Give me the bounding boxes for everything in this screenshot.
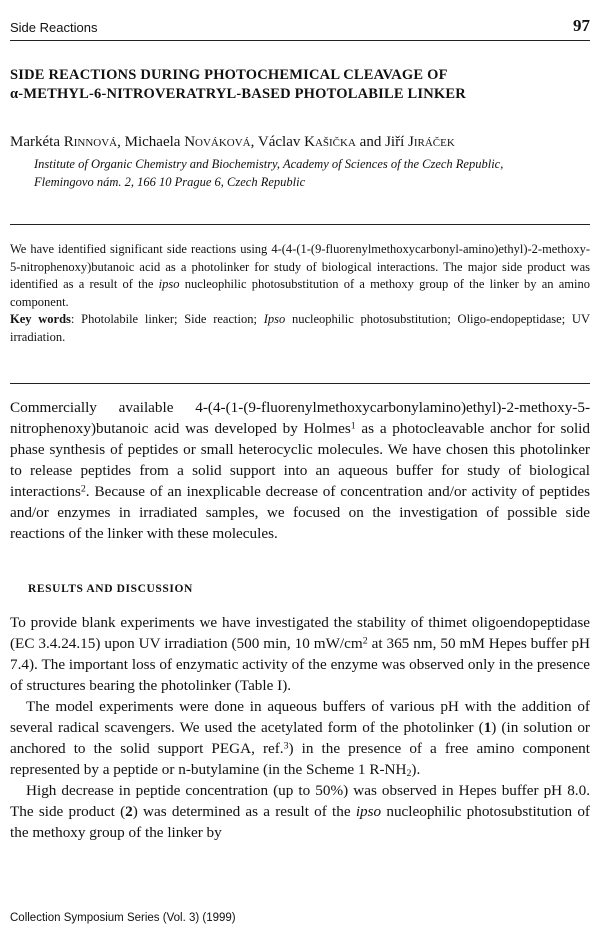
intro-part-c: . Because of an inexplicable decrease of concentration and/or activity of peptides and/or enzymes in irradiated samples, we focused on the investigation of possible side reactions of the linker with these molecules. [10, 483, 590, 542]
reference-2: 2 [80, 483, 86, 495]
key-words [10, 311, 590, 346]
key-words-part-1: : Photolabile linker; Side reaction; [70, 312, 264, 326]
p4-part-b: ) was determined as a result of the [132, 803, 356, 820]
footer: Collection Symposium Series (Vol. 3) (1999) [10, 912, 236, 924]
reference-3: 3 [283, 740, 289, 752]
affiliation-line-1: Institute of Organic Chemistry and Biochemistry, Academy of Sciences of the Czech Republic, [34, 157, 504, 171]
page-number: 97 [573, 16, 590, 35]
results-paragraph-1 [10, 612, 590, 696]
p3-part-b: ) (in solution or anchored to the solid support PEGA, ref. [10, 719, 590, 757]
intro-part-a: Commercially available 4-(4-(1-(9-fluorenylmethoxycarbonylamino)ethyl)-2-methoxy-5-nitrophenoxy)butanoic acid was developed by Holmes [10, 399, 590, 437]
author-1-first: Markéta [10, 134, 64, 150]
section-label: Side Reactions [10, 20, 98, 35]
author-2-first: Michaela [124, 134, 185, 150]
title-line-2: α-METHYL-6-NITROVERATRYL-BASED PHOTOLABILE LINKER [10, 86, 466, 102]
p2-part-b: at 365 nm, 50 m [367, 635, 472, 652]
abstract-ipso: ipso [158, 277, 180, 291]
p2-part-a: To provide blank experiments we have investigated the stability of thimet oligoendopeptidase (EC 3.4.24.15) upon UV irradiation (500 min, 10 mW/cm [10, 614, 590, 652]
abstract [10, 241, 590, 346]
intro-part-b: as a photocleavable anchor for solid phase synthesis of peptides or small heterocyclic molecules. We have chosen this photolinker to release peptides from a solid support into an aqueous buffer for study of biological interactions [10, 420, 590, 500]
article-title [10, 66, 590, 104]
author-2-last: Nováková [184, 134, 251, 150]
p2-superscript: 2 [362, 635, 368, 647]
p2-part-c: Hepes buffer pH 7.4). The important loss of enzymatic activity of the enzyme was observed only in the presence of structures bearing the photolinker (Table I). [10, 635, 591, 694]
section-heading: RESULTS AND DISCUSSION [28, 583, 193, 595]
author-4-first: Jiří [385, 134, 408, 150]
results-text [10, 612, 590, 843]
key-words-label: Key words [10, 312, 71, 326]
p4-part-c: nucleophilic photosubstitution of the methoxy group of the linker by [10, 803, 590, 841]
p3-part-a: The model experiments were done in aqueous buffers of various pH with the addition of several radical scavengers. We used the acetylated form of the photolinker ( [10, 698, 590, 736]
results-paragraph-3 [10, 780, 590, 843]
key-words-ipso: Ipso [263, 312, 286, 326]
author-4-last: Jiráček [408, 134, 455, 150]
abstract-box [10, 224, 590, 384]
author-3-last: Kašička [304, 134, 356, 150]
author-sep-1: , [117, 134, 125, 150]
abstract-text [10, 241, 590, 311]
title-line-1: SIDE REACTIONS DURING PHOTOCHEMICAL CLEAVAGE OF [10, 67, 448, 83]
abstract-part-2: nucleophilic photosubstitution of a methoxy group of the linker by an amino component. [10, 277, 590, 309]
abstract-part-1: We have identified significant side reactions using 4-(4-(1-(9-fluorenylmethoxycarbonyl-amino)ethyl)-2-methoxy-5-nitrophenoxy)butanoic acid as a photolinker for study of biological interactions. The major side product was identified as a result of the [10, 242, 590, 291]
p2-unit: M [471, 635, 485, 652]
running-header [10, 18, 590, 41]
affiliation-line-2: Flemingovo nám. 2, 166 10 Prague 6, Czech Republic [34, 175, 306, 189]
p3-subscript: 2 [406, 767, 412, 779]
p4-part-a: High decrease in peptide concentration (up to 50%) was observed in Hepes buffer pH 8.0. The side product ( [10, 782, 590, 820]
intro-paragraph [10, 397, 590, 544]
key-words-part-2: nucleophilic photosubstitution; Oligo-endopeptidase; UV irradiation. [10, 312, 590, 344]
p4-ipso: ipso [355, 803, 382, 820]
author-sep-2: , [250, 134, 258, 150]
author-list [10, 133, 590, 151]
p3-part-d: ). [411, 761, 421, 778]
compound-2-label: 2 [125, 803, 133, 820]
p3-part-c: ) in the presence of a free amino component represented by a peptide or n-butylamine (in the Scheme 1 R-NH [10, 740, 590, 778]
compound-1-label: 1 [483, 719, 492, 736]
affiliation [34, 155, 590, 191]
results-paragraph-2 [10, 696, 590, 780]
author-1-last: Rinnová [63, 134, 118, 150]
author-sep-3: and [355, 134, 386, 150]
reference-1: 1 [350, 420, 356, 432]
author-3-first: Václav [257, 134, 305, 150]
